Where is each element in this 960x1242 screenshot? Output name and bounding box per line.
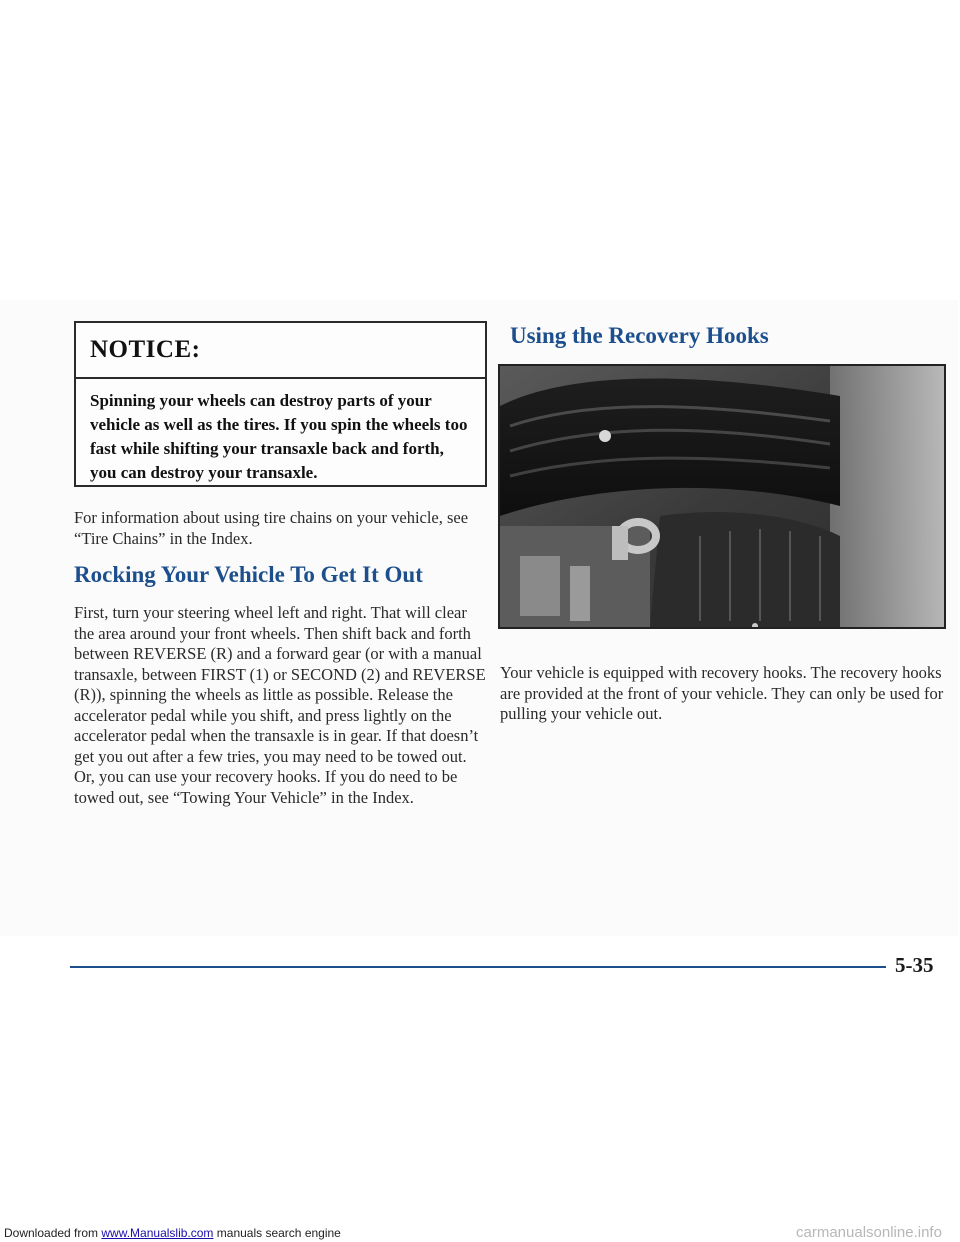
notice-text: Spinning your wheels can destroy parts of your vehicle as well as the tires. If you spin the wheels too fast while shifting your transaxle back and forth, you can destroy your transaxle.	[90, 391, 468, 482]
rocking-paragraph: First, turn your steering wheel left and right. That will clear the area around your front wheels. Then shift back and forth between REVERSE (R) and a forward gear (or with a manual transaxle, between FIRST (1) or SECOND (2) and REVERSE (R)), spinning the wheels as little as possible. Release the accelerator pedal while you shift, and press lightly on the accelerator pedal when the transaxle is in gear. If that doesn’t get you out after a few tries, you may need to be towed out. Or, you can use your recovery hooks. If you do need to be towed out, see “Towing Your Vehicle” in the Index.	[74, 603, 486, 807]
manualslib-link[interactable]: www.Manualslib.com	[101, 1226, 214, 1240]
notice-header	[76, 323, 485, 379]
footer-prefix: Downloaded from	[4, 1226, 102, 1240]
rocking-heading: Rocking Your Vehicle To Get It Out	[74, 562, 423, 587]
footer-suffix: manuals search engine	[213, 1226, 341, 1240]
photo-illustration	[500, 366, 944, 627]
recovery-paragraph: Your vehicle is equipped with recovery hooks. The recovery hooks are provided at the front of your vehicle. They can only be used for pulling your vehicle out.	[500, 663, 944, 723]
recovery-heading: Using the Recovery Hooks	[510, 323, 769, 348]
watermark: carmanualsonline.info	[796, 1224, 942, 1241]
recovery-hook-photo	[498, 364, 946, 629]
download-footer	[4, 1226, 341, 1240]
tire-chains-paragraph: For information about using tire chains on your vehicle, see “Tire Chains” in the Index.	[74, 508, 469, 548]
notice-title: NOTICE:	[90, 336, 201, 363]
notice-box	[74, 321, 487, 487]
page-number: 5-35	[895, 953, 934, 977]
footer-rule	[70, 966, 886, 968]
